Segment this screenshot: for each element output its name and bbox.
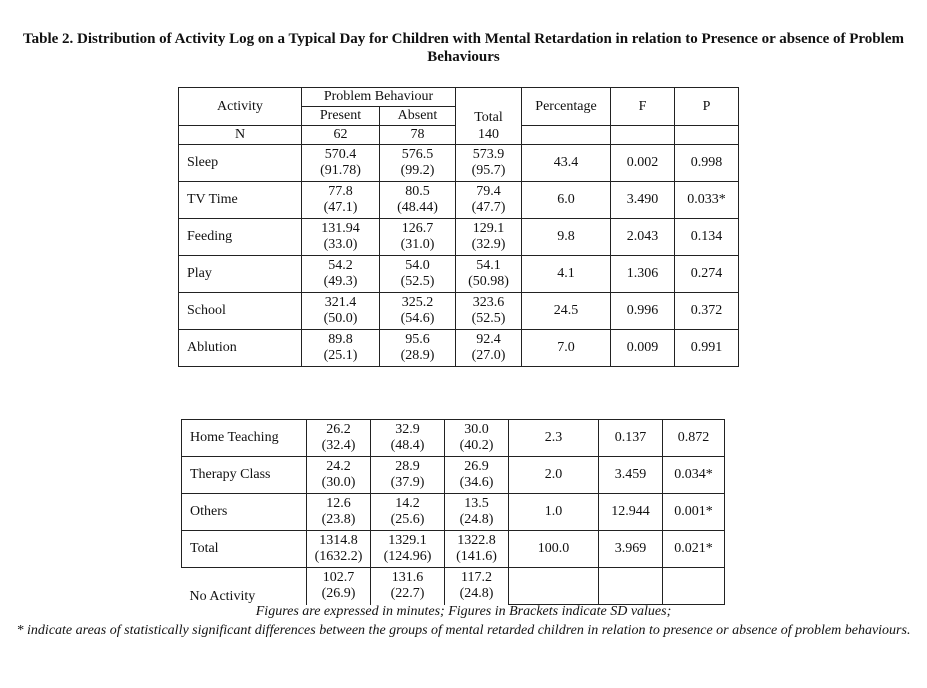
absent-cell — [380, 219, 456, 256]
pct-cell — [509, 568, 599, 605]
pct-cell: 100.0 — [509, 531, 599, 568]
activity-table-lower — [181, 419, 725, 605]
f-cell: 3.490 — [611, 182, 675, 219]
absent-mean: 54.0 — [405, 258, 430, 273]
f-cell — [599, 568, 663, 605]
absent-cell — [371, 494, 445, 531]
present-mean: 131.94 — [321, 221, 360, 236]
present-cell — [302, 145, 380, 182]
absent-sd: (37.9) — [390, 475, 425, 490]
present-sd: (33.0) — [323, 237, 358, 252]
present-sd: (47.1) — [323, 200, 358, 215]
total-cell — [445, 457, 509, 494]
present-cell — [307, 531, 371, 568]
p-cell — [663, 568, 725, 605]
absent-sd: (31.0) — [400, 237, 435, 252]
absent-cell — [380, 256, 456, 293]
absent-sd: (22.7) — [390, 586, 425, 602]
present-sd: (91.78) — [320, 163, 361, 178]
absent-mean: 131.6 — [391, 570, 424, 586]
total-sd: (27.0) — [471, 348, 506, 363]
percentage-header: Percentage — [522, 88, 611, 126]
present-mean: 321.4 — [324, 295, 357, 310]
p-cell: 0.021* — [663, 531, 725, 568]
activity-label: Therapy Class — [182, 457, 307, 494]
total-mean: 117.2 — [461, 570, 492, 586]
absent-cell — [371, 568, 445, 605]
absent-sd: (48.44) — [397, 200, 438, 215]
p-cell: 0.372 — [675, 293, 739, 330]
pct-cell: 1.0 — [509, 494, 599, 531]
activity-label: Total — [182, 531, 307, 568]
table-row — [182, 531, 725, 568]
p-cell: 0.991 — [675, 330, 739, 367]
pct-cell: 6.0 — [522, 182, 611, 219]
f-header: F — [611, 88, 675, 126]
present-sd: (50.0) — [323, 311, 358, 326]
absent-sd: (48.4) — [390, 438, 425, 453]
present-sd: (26.9) — [321, 586, 356, 602]
table-row — [182, 420, 725, 457]
table-row — [179, 145, 739, 182]
table-row — [182, 494, 725, 531]
total-header: Total — [456, 88, 522, 126]
total-mean: 323.6 — [472, 295, 505, 310]
absent-mean: 1329.1 — [388, 533, 427, 548]
f-cell: 12.944 — [599, 494, 663, 531]
absent-cell — [371, 420, 445, 457]
present-mean: 1314.8 — [319, 533, 358, 548]
total-cell — [445, 531, 509, 568]
activity-table-upper — [178, 87, 739, 367]
total-sd: (52.5) — [471, 311, 506, 326]
footnote-sd: Figures are expressed in minutes; Figures in Brackets indicate SD values; — [255, 604, 672, 619]
pct-cell: 2.0 — [509, 457, 599, 494]
f-cell: 1.306 — [611, 256, 675, 293]
p-header: P — [675, 88, 739, 126]
total-sd: (40.2) — [459, 438, 494, 453]
present-sd: (25.1) — [323, 348, 358, 363]
p-cell: 0.998 — [675, 145, 739, 182]
f-cell: 0.996 — [611, 293, 675, 330]
total-sd: (24.8) — [459, 512, 494, 527]
absent-sd: (124.96) — [383, 549, 432, 564]
absent-mean: 95.6 — [405, 332, 430, 347]
f-cell: 3.459 — [599, 457, 663, 494]
absent-cell — [380, 145, 456, 182]
total-mean: 129.1 — [472, 221, 505, 236]
total-mean: 13.5 — [464, 496, 489, 511]
present-cell — [302, 219, 380, 256]
total-sd: (24.8) — [459, 586, 494, 602]
total-sd: (95.7) — [471, 163, 506, 178]
f-cell: 2.043 — [611, 219, 675, 256]
present-cell — [307, 420, 371, 457]
present-header: Present — [302, 107, 380, 126]
present-mean: 77.8 — [328, 184, 353, 199]
p-cell: 0.274 — [675, 256, 739, 293]
f-cell: 0.137 — [599, 420, 663, 457]
present-mean: 26.2 — [326, 422, 351, 437]
header-row-1 — [179, 88, 739, 107]
p-cell: 0.034* — [663, 457, 725, 494]
present-cell — [307, 457, 371, 494]
p-cell: 0.033* — [675, 182, 739, 219]
table-row — [179, 293, 739, 330]
present-cell — [302, 256, 380, 293]
total-sd: (34.6) — [459, 475, 494, 490]
absent-sd: (54.6) — [400, 311, 435, 326]
absent-sd: (25.6) — [390, 512, 425, 527]
absent-mean: 28.9 — [395, 459, 420, 474]
total-cell — [445, 420, 509, 457]
total-cell — [445, 494, 509, 531]
present-sd: (32.4) — [321, 438, 356, 453]
present-mean: 12.6 — [326, 496, 351, 511]
total-cell — [445, 568, 509, 605]
footnote-significance: * indicate areas of statistically significant differences between the groups of mental retarded children in relation to presence or absence of problem behaviours. — [16, 623, 911, 638]
absent-cell — [380, 182, 456, 219]
present-cell — [307, 494, 371, 531]
absent-cell — [380, 330, 456, 367]
pct-cell: 24.5 — [522, 293, 611, 330]
absent-mean: 576.5 — [401, 147, 434, 162]
absent-sd: (28.9) — [400, 348, 435, 363]
activity-label: TV Time — [179, 182, 302, 219]
table-row — [179, 256, 739, 293]
activity-label: No Activity — [182, 568, 307, 605]
pct-cell: 9.8 — [522, 219, 611, 256]
upper-rows — [179, 145, 739, 367]
absent-cell — [380, 293, 456, 330]
activity-label: Ablution — [179, 330, 302, 367]
total-sd: (141.6) — [456, 549, 497, 564]
total-cell — [456, 293, 522, 330]
present-sd: (30.0) — [321, 475, 356, 490]
activity-label: Play — [179, 256, 302, 293]
present-cell — [307, 568, 371, 605]
present-mean: 24.2 — [326, 459, 351, 474]
absent-cell — [371, 457, 445, 494]
present-mean: 570.4 — [324, 147, 357, 162]
present-mean: 89.8 — [328, 332, 353, 347]
table-row — [179, 330, 739, 367]
absent-mean: 80.5 — [405, 184, 430, 199]
present-cell — [302, 293, 380, 330]
total-cell — [456, 330, 522, 367]
table-row — [182, 568, 725, 605]
problem-behaviour-header: Problem Behaviour — [302, 88, 456, 107]
n-total: 140 — [456, 126, 522, 145]
absent-header: Absent — [380, 107, 456, 126]
n-pct-empty — [522, 126, 611, 145]
present-cell — [302, 330, 380, 367]
f-cell: 0.009 — [611, 330, 675, 367]
total-mean: 79.4 — [476, 184, 501, 199]
n-row — [179, 126, 739, 145]
absent-mean: 126.7 — [401, 221, 434, 236]
pct-cell: 43.4 — [522, 145, 611, 182]
total-cell — [456, 182, 522, 219]
activity-header: Activity — [179, 88, 302, 126]
present-sd: (49.3) — [323, 274, 358, 289]
lower-rows — [182, 420, 725, 605]
present-sd: (1632.2) — [314, 549, 363, 564]
n-f-empty — [611, 126, 675, 145]
activity-label: Others — [182, 494, 307, 531]
n-p-empty — [675, 126, 739, 145]
table-row — [179, 219, 739, 256]
p-cell: 0.134 — [675, 219, 739, 256]
total-mean: 54.1 — [476, 258, 501, 273]
activity-label: Feeding — [179, 219, 302, 256]
total-mean: 26.9 — [464, 459, 489, 474]
absent-sd: (52.5) — [400, 274, 435, 289]
f-cell: 0.002 — [611, 145, 675, 182]
n-absent: 78 — [380, 126, 456, 145]
total-sd: (47.7) — [471, 200, 506, 215]
present-sd: (23.8) — [321, 512, 356, 527]
f-cell: 3.969 — [599, 531, 663, 568]
table-row — [179, 182, 739, 219]
present-mean: 102.7 — [322, 570, 355, 586]
total-cell — [456, 219, 522, 256]
n-label: N — [179, 126, 302, 145]
absent-mean: 14.2 — [395, 496, 420, 511]
total-cell — [456, 256, 522, 293]
absent-cell — [371, 531, 445, 568]
n-present: 62 — [302, 126, 380, 145]
total-sd: (50.98) — [468, 274, 509, 289]
total-sd: (32.9) — [471, 237, 506, 252]
present-cell — [302, 182, 380, 219]
pct-cell: 4.1 — [522, 256, 611, 293]
p-cell: 0.001* — [663, 494, 725, 531]
absent-mean: 325.2 — [401, 295, 434, 310]
total-mean: 1322.8 — [457, 533, 496, 548]
activity-label: Home Teaching — [182, 420, 307, 457]
absent-mean: 32.9 — [395, 422, 420, 437]
pct-cell: 7.0 — [522, 330, 611, 367]
pct-cell: 2.3 — [509, 420, 599, 457]
activity-label: Sleep — [179, 145, 302, 182]
total-mean: 92.4 — [476, 332, 501, 347]
total-cell — [456, 145, 522, 182]
total-mean: 573.9 — [472, 147, 505, 162]
p-cell: 0.872 — [663, 420, 725, 457]
present-mean: 54.2 — [328, 258, 353, 273]
total-mean: 30.0 — [464, 422, 489, 437]
activity-label: School — [179, 293, 302, 330]
table-row — [182, 457, 725, 494]
absent-sd: (99.2) — [400, 163, 435, 178]
table-title: Table 2. Distribution of Activity Log on a Typical Day for Children with Mental Retardation in relation to Presence or absence of Problem Behaviours — [23, 31, 904, 65]
